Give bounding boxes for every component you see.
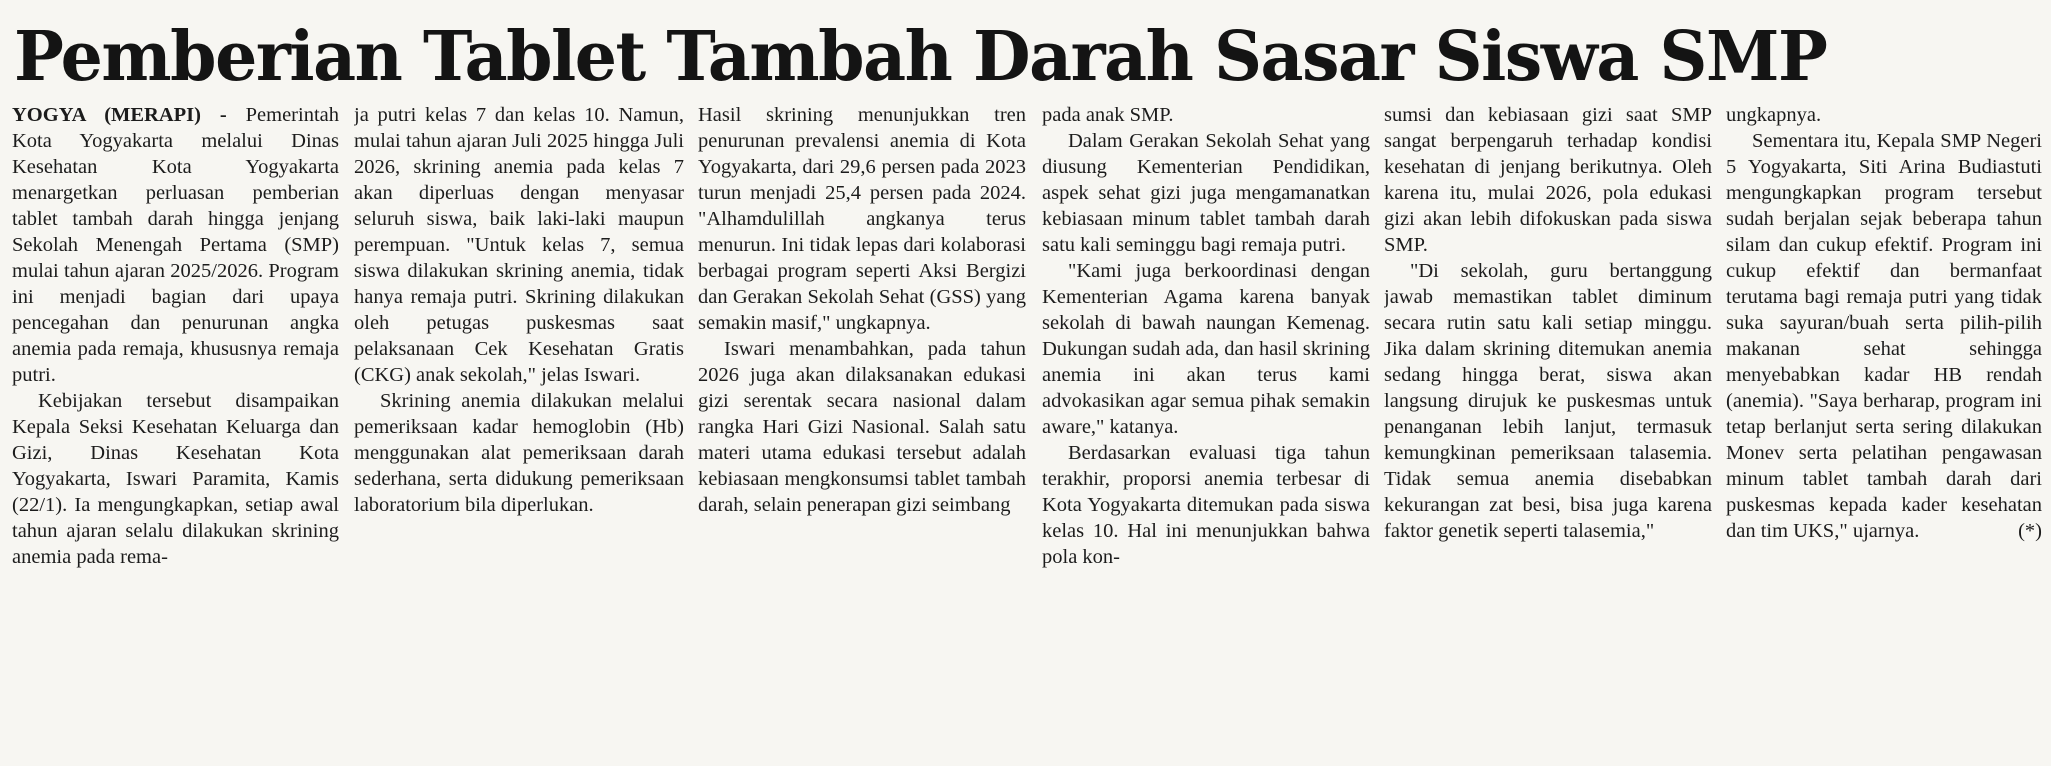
paragraph: Skrining anemia dilakukan melalui pemeriksaan kadar hemoglobin (Hb) menggunakan alat pemeriksaan darah sederhana, serta didukung pemeriksaan laboratorium bila diperlukan. (354, 390, 684, 516)
paragraph: ungkapnya. (1726, 104, 1822, 126)
dateline: YOGYA (MERAPI) - (12, 104, 227, 126)
paragraph: Dalam Gerakan Sekolah Sehat yang diusung Kementerian Pendidikan, aspek sehat gizi juga mengamanatkan kebiasaan minum tablet tambah darah satu kali seminggu bagi remaja putri. (1042, 130, 1370, 256)
paragraph: Berdasarkan evaluasi tiga tahun terakhir, proporsi anemia terbesar di Kota Yogyakarta ditemukan pada siswa kelas 10. Hal ini menunjukkan bahwa pola kon- (1042, 442, 1370, 568)
paragraph (1726, 128, 2042, 544)
paragraph: "Kami juga berkoordinasi dengan Kementerian Agama karena banyak sekolah di bawah naungan Kemenag. Dukungan sudah ada, dan hasil skrining anemia ini akan terus kami advokasikan agar semua pihak semakin aware," katanya. (1042, 260, 1370, 438)
column-2 (354, 102, 684, 762)
paragraph: Hasil skrining menunjukkan tren penurunan prevalensi anemia di Kota Yogyakarta, dari 29,6 persen pada 2023 turun menjadi 25,4 persen pada 2024. "Alhamdulillah angkanya terus menurun. Ini tidak lepas dari kolaborasi berbagai program seperti Aksi Bergizi dan Gerakan Sekolah Sehat (GSS) yang semakin masif," ungkapnya. (698, 104, 1026, 334)
article-body (12, 102, 2042, 762)
paragraph-text: Sementara itu, Kepala SMP Negeri 5 Yogyakarta, Siti Arina Budiastuti mengungkapkan program tersebut sudah berjalan sejak beberapa tahun silam dan cukup efektif. Program ini cukup efektif dan bermanfaat terutama bagi remaja putri yang tidak suka sayuran/buah serta pilih-pilih makanan sehat sehingga menyebabkan kadar HB rendah (anemia). "Saya berharap, program ini tetap berlanjut serta sering dilakukan Monev serta pelatihan pengawasan minum tablet tambah darah dari puskesmas kepada kader kesehatan dan tim UKS," ujarnya. (1726, 130, 2042, 542)
paragraph: "Di sekolah, guru bertanggung jawab memastikan tablet diminum secara rutin satu kali setiap minggu. Jika dalam skrining ditemukan anemia sedang hingga berat, siswa akan langsung dirujuk ke puskesmas untuk penanganan lebih lanjut, termasuk kemungkinan pemeriksaan talasemia. Tidak semua anemia disebabkan kekurangan zat besi, bisa juga karena faktor genetik seperti talasemia," (1384, 260, 1712, 542)
paragraph: Kebijakan tersebut disampaikan Kepala Seksi Kesehatan Keluarga dan Gizi, Dinas Kesehatan Kota Yogyakarta, Iswari Paramita, Kamis (22/1). Ia mengungkapkan, setiap awal tahun ajaran selalu dilakukan skrining anemia pada rema- (12, 390, 339, 568)
paragraph-text: Pemerintah Kota Yogyakarta melalui Dinas Kesehatan Kota Yogyakarta menargetkan perluasan pemberian tablet tambah darah hingga jenjang Sekolah Menengah Pertama (SMP) mulai tahun ajaran 2025/2026. Program ini menjadi bagian dari upaya pencegahan dan penurunan angka anemia pada remaja, khususnya remaja putri. (12, 104, 339, 386)
paragraph: pada anak SMP. (1042, 104, 1174, 126)
headline: Pemberian Tablet Tambah Darah Sasar Siswa SMP (14, 17, 1827, 97)
paragraph: sumsi dan kebiasaan gizi saat SMP sangat berpengaruh terhadap kondisi kesehatan di jenjang berikutnya. Oleh karena itu, mulai 2026, pola edukasi gizi akan lebih difokuskan pada siswa SMP. (1384, 104, 1712, 256)
paragraph: Iswari menambahkan, pada tahun 2026 juga akan dilaksanakan edukasi gizi serentak secara nasional dalam rangka Hari Gizi Nasional. Salah satu materi utama edukasi tersebut adalah kebiasaan mengkonsumsi tablet tambah darah, selain penerapan gizi seimbang (698, 338, 1026, 516)
column-5 (1384, 102, 1712, 762)
column-4 (1042, 102, 1370, 762)
column-1 (12, 102, 339, 762)
paragraph: ja putri kelas 7 dan kelas 10. Namun, mulai tahun ajaran Juli 2025 hingga Juli 2026, skrining anemia pada kelas 7 akan diperluas dengan menyasar seluruh siswa, baik laki-laki maupun perempuan. "Untuk kelas 7, semua siswa dilakukan skrining anemia, tidak hanya remaja putri. Skrining dilakukan oleh petugas puskesmas saat pelaksanaan Cek Kesehatan Gratis (CKG) anak sekolah," jelas Iswari. (354, 104, 684, 386)
end-mark: (*) (2018, 520, 2042, 542)
column-3 (698, 102, 1026, 762)
paragraph (12, 102, 339, 388)
column-6 (1726, 102, 2042, 762)
